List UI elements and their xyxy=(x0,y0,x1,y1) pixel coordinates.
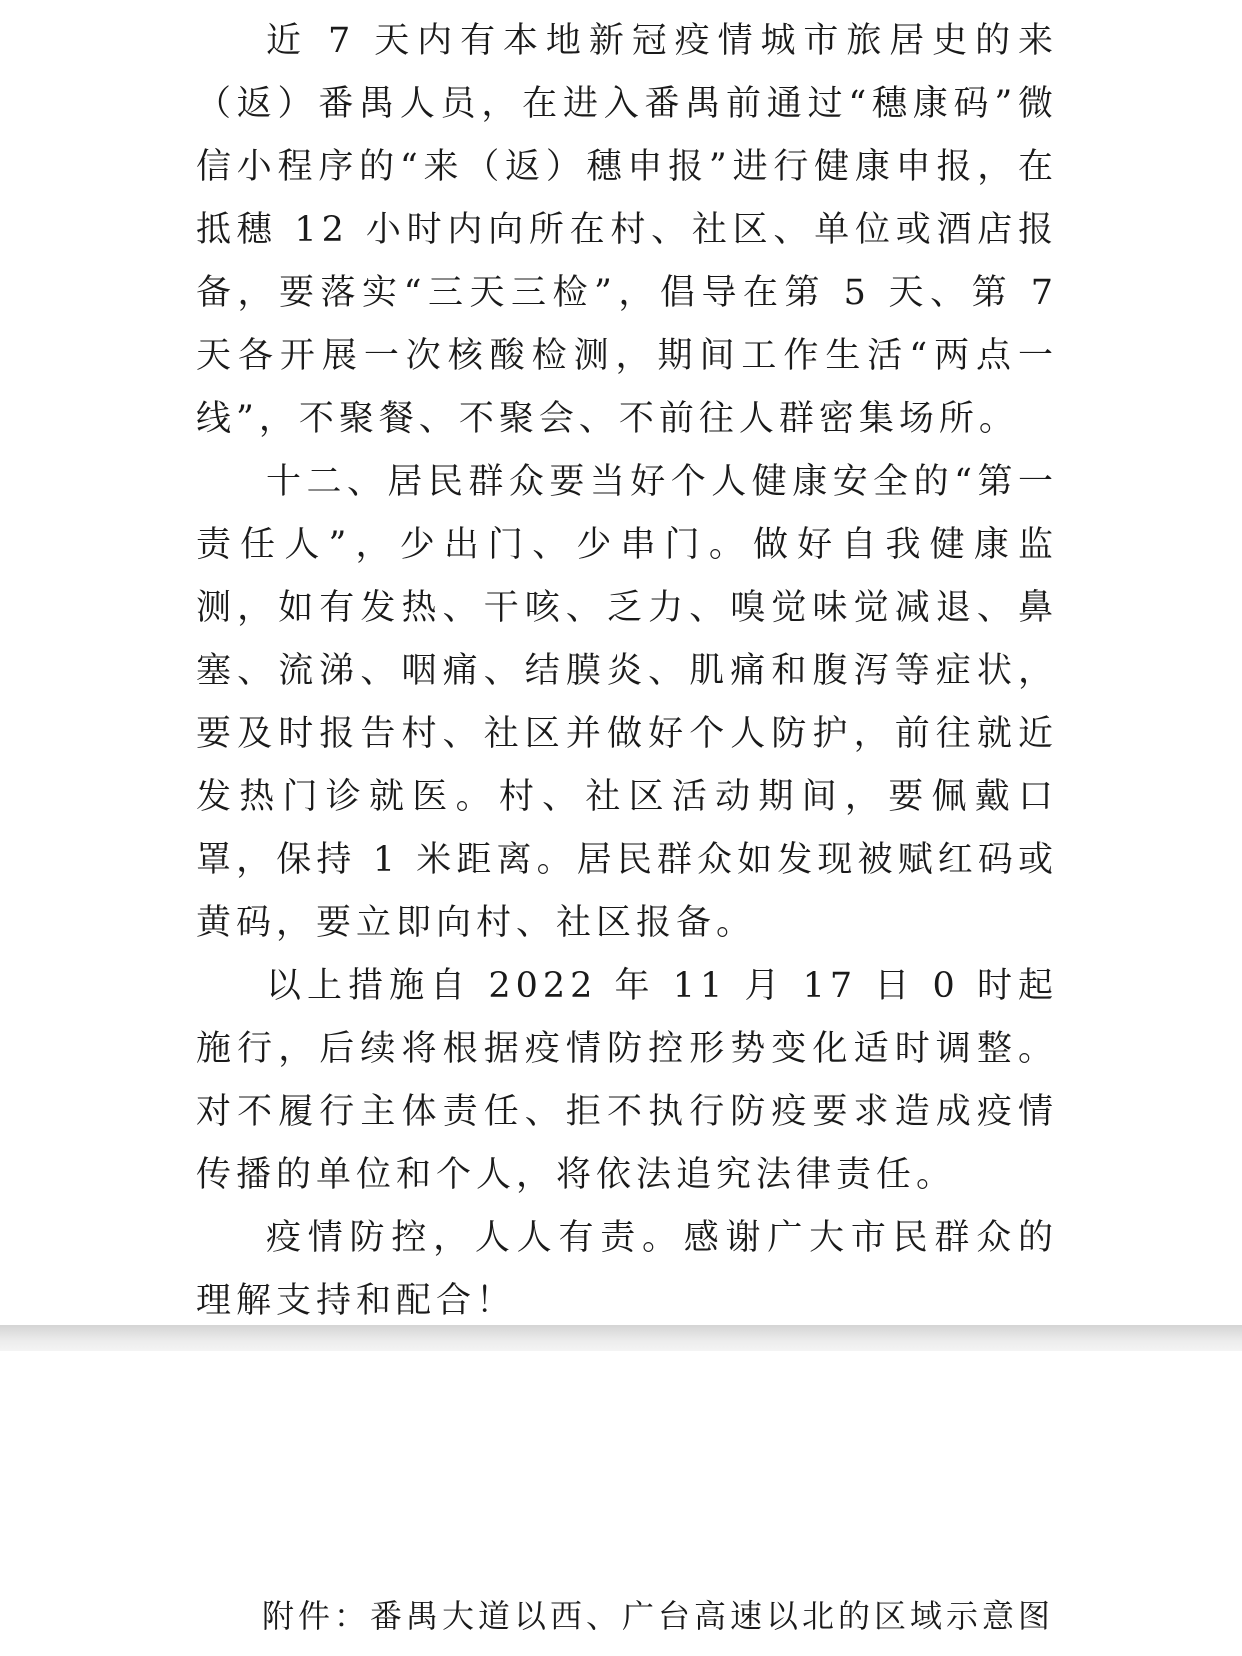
paragraph-travel-history: 近 7 天内有本地新冠疫情城市旅居史的来（返）番禺人员，在进入番禺前通过“穗康码”微信小程序的“来（返）穗申报”进行健康申报，在抵穗 12 小时内向所在村、社区、单位或酒店报备，要落实“三天三检”，倡导在第 5 天、第 7 天各开展一次核酸检测，期间工作生活“两点一线”，不聚餐、不聚会、不前往人群密集场所。 xyxy=(196,21,1058,439)
paragraph-item-twelve: 十二、居民群众要当好个人健康安全的“第一责任人”，少出门、少串门。做好自我健康监测，如有发热、干咳、乏力、嗅觉味觉减退、鼻塞、流涕、咽痛、结膜炎、肌痛和腹泻等症状，要及时报告村、社区并做好个人防护，前往就近发热门诊就医。村、社区活动期间，要佩戴口罩，保持 1 米距离。居民群众如发现被赋红码或黄码，要立即向村、社区报备。 xyxy=(196,462,1058,943)
page-body-text xyxy=(196,10,1058,1333)
paragraph-closing: 疫情防控，人人有责。感谢广大市民群众的理解支持和配合！ xyxy=(196,1218,1058,1321)
page-separator xyxy=(0,1325,1242,1351)
attachment-title: 附件：番禺大道以西、广台高速以北的区域示意图 xyxy=(262,1597,1055,1635)
document-page-2 xyxy=(0,1351,1242,1656)
paragraph-effective-date: 以上措施自 2022 年 11 月 17 日 0 时起施行，后续将根据疫情防控形势变化适时调整。对不履行主体责任、拒不执行防疫要求造成疫情传播的单位和个人，将依法追究法律责任。 xyxy=(196,966,1058,1195)
